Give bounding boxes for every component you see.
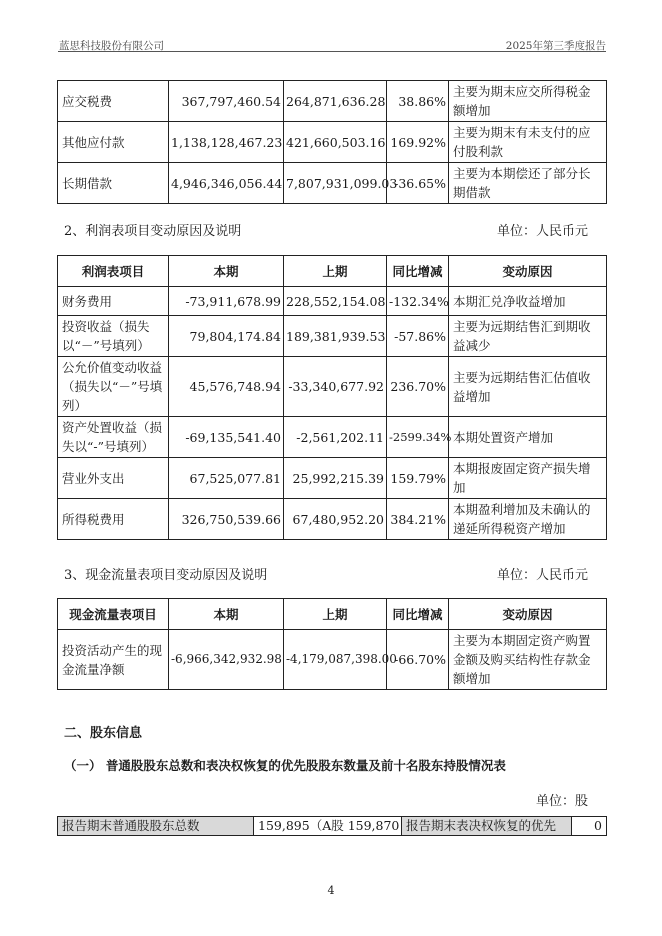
change-cell: 384.21% — [387, 499, 449, 540]
table-row — [58, 81, 607, 122]
income-unit: 单位：人民币元 — [496, 224, 588, 239]
table-header-row — [58, 256, 607, 287]
table-row — [58, 316, 607, 357]
reason-cell: 主要为远期结售汇到期收益减少 — [449, 316, 607, 357]
table-row — [58, 357, 607, 417]
current-cell: 1,138,128,467.23 — [169, 122, 284, 163]
change-cell: -66.70% — [387, 630, 449, 690]
table-row — [58, 417, 607, 458]
total-shareholders-value: 159,895（A股 159,870 — [254, 817, 402, 836]
change-cell: 236.70% — [387, 357, 449, 417]
reason-cell: 主要为期末有未支付的应付股利款 — [449, 122, 607, 163]
previous-cell: -4,179,087,398.00 — [284, 630, 387, 690]
reason-cell: 本期汇兑净收益增加 — [449, 287, 607, 316]
income-section-title: 2、利润表项目变动原因及说明 — [64, 224, 242, 239]
reason-cell: 主要为本期偿还了部分长期借款 — [449, 163, 607, 204]
reason-cell: 主要为本期固定资产购置金额及购买结构性存款金额增加 — [449, 630, 607, 690]
shareholder-title: 二、股东信息 — [64, 726, 143, 741]
table-header-row — [58, 599, 607, 630]
change-cell: -2599.34% — [387, 417, 449, 458]
header-divider — [58, 51, 606, 52]
reason-cell: 主要为远期结售汇估值收益增加 — [449, 357, 607, 417]
previous-cell: 228,552,154.08 — [284, 287, 387, 316]
header-reason: 变动原因 — [449, 599, 607, 630]
header-previous: 上期 — [284, 599, 387, 630]
previous-cell: 7,807,931,099.03 — [284, 163, 387, 204]
table-row — [58, 630, 607, 690]
previous-cell: 264,871,636.28 — [284, 81, 387, 122]
previous-cell: 25,992,215.39 — [284, 458, 387, 499]
item-cell: 营业外支出 — [58, 458, 169, 499]
reason-cell: 本期报废固定资产损失增加 — [449, 458, 607, 499]
reason-cell: 主要为期末应交所得税金额增加 — [449, 81, 607, 122]
table-row — [58, 163, 607, 204]
current-cell: 79,804,174.84 — [169, 316, 284, 357]
previous-cell: 189,381,939.53 — [284, 316, 387, 357]
company-name: 蓝思科技股份有限公司 — [59, 40, 164, 52]
current-cell: 45,576,748.94 — [169, 357, 284, 417]
shareholder-subtitle: （一） 普通股股东总数和表决权恢复的优先股股东数量及前十名股东持股情况表 — [64, 758, 506, 773]
header-item: 现金流量表项目 — [58, 599, 169, 630]
item-cell: 资产处置收益（损失以“-”号填列） — [58, 417, 169, 458]
table-row — [58, 499, 607, 540]
reason-cell: 本期盈利增加及未确认的递延所得税资产增加 — [449, 499, 607, 540]
balance-sheet-table — [57, 80, 607, 204]
header-current: 本期 — [169, 599, 284, 630]
page-number: 4 — [327, 884, 335, 897]
shareholder-table — [57, 816, 607, 836]
report-title: 2025年第三季度报告 — [505, 40, 606, 52]
header-current: 本期 — [169, 256, 284, 287]
income-statement-table — [57, 255, 607, 540]
header-previous: 上期 — [284, 256, 387, 287]
item-cell: 公允价值变动收益（损失以“－”号填列） — [58, 357, 169, 417]
table-row — [58, 287, 607, 316]
current-cell: -69,135,541.40 — [169, 417, 284, 458]
previous-cell: 67,480,952.20 — [284, 499, 387, 540]
header-change: 同比增减 — [387, 599, 449, 630]
change-cell: -57.86% — [387, 316, 449, 357]
current-cell: 367,797,460.54 — [169, 81, 284, 122]
current-cell: 67,525,077.81 — [169, 458, 284, 499]
cashflow-section-title: 3、现金流量表项目变动原因及说明 — [64, 568, 268, 583]
item-cell: 投资活动产生的现金流量净额 — [58, 630, 169, 690]
previous-cell: -33,340,677.92 — [284, 357, 387, 417]
previous-cell: 421,660,503.16 — [284, 122, 387, 163]
change-cell: 159.79% — [387, 458, 449, 499]
cashflow-unit: 单位：人民币元 — [496, 568, 588, 583]
current-cell: -73,911,678.99 — [169, 287, 284, 316]
table-row — [58, 122, 607, 163]
change-cell: 38.86% — [387, 81, 449, 122]
item-cell: 其他应付款 — [58, 122, 169, 163]
item-cell: 财务费用 — [58, 287, 169, 316]
item-cell: 投资收益（损失以“－”号填列） — [58, 316, 169, 357]
current-cell: 326,750,539.66 — [169, 499, 284, 540]
change-cell: 169.92% — [387, 122, 449, 163]
current-cell: -6,966,342,932.98 — [169, 630, 284, 690]
shareholder-unit: 单位：股 — [535, 794, 588, 809]
change-cell: -132.34% — [387, 287, 449, 316]
table-row — [58, 458, 607, 499]
previous-cell: -2,561,202.11 — [284, 417, 387, 458]
reason-cell: 本期处置资产增加 — [449, 417, 607, 458]
preferred-shareholders-label: 报告期末表决权恢复的优先 — [402, 817, 572, 836]
current-cell: 4,946,346,056.44 — [169, 163, 284, 204]
table-row — [58, 817, 607, 836]
header-change: 同比增减 — [387, 256, 449, 287]
item-cell: 长期借款 — [58, 163, 169, 204]
item-cell: 应交税费 — [58, 81, 169, 122]
header-item: 利润表项目 — [58, 256, 169, 287]
cashflow-table — [57, 598, 607, 690]
header-reason: 变动原因 — [449, 256, 607, 287]
total-shareholders-label: 报告期末普通股股东总数 — [58, 817, 254, 836]
change-cell: -36.65% — [387, 163, 449, 204]
item-cell: 所得税费用 — [58, 499, 169, 540]
preferred-shareholders-value: 0 — [572, 817, 607, 836]
